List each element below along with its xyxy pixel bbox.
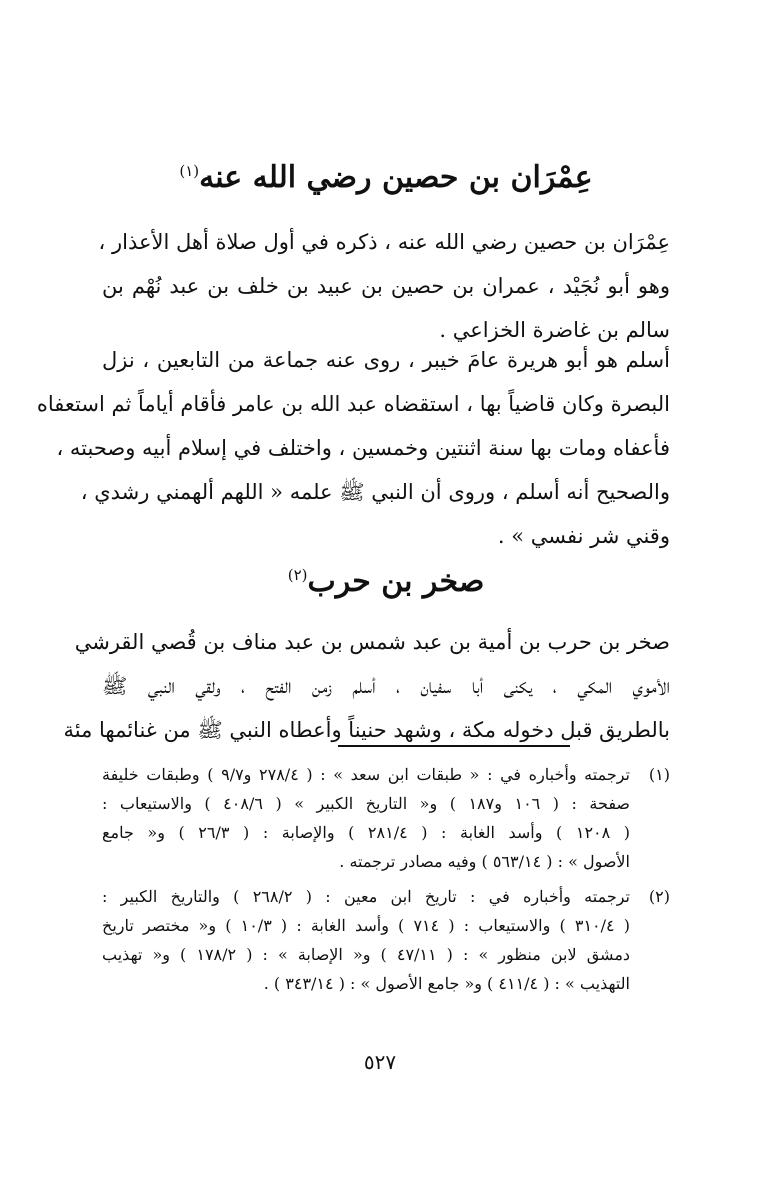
section-heading-text: عِمْرَان بن حصين رضي الله عنه bbox=[199, 160, 593, 195]
footnote-reference: (١) bbox=[179, 162, 200, 180]
footnote-line: دمشق لابن منظور » : ( ٤٧/١١ ) و« الإصابة » : ( ١٧٨/٢ ) و« تهذيب bbox=[102, 945, 631, 964]
footnote-number: (١) bbox=[648, 765, 670, 784]
text-line: الأموي المكي ، يكنى أبا سفيان ، أسلم زمن الفتح ، ولقي النبي ﷺ bbox=[102, 674, 670, 698]
section-heading-text: صخر بن حرب bbox=[307, 564, 485, 599]
text-line: فأعفاه ومات بها سنة اثنتين وخمسين ، واختلف في إسلام أبيه وصحبته ، bbox=[56, 436, 670, 460]
footnote-line: ترجمته وأخباره في : « طبقات ابن سعد » : ( ٢٧٨/٤ و٩/٧ ) وطبقات خليفة bbox=[102, 765, 630, 784]
footnote-number: (٢) bbox=[648, 887, 670, 906]
text-line: سالم بن غاضرة الخزاعي . bbox=[439, 318, 670, 342]
footnote-line: ترجمته وأخباره في : تاريخ ابن معين : ( ٢٦٨/٢ ) والتاريخ الكبير : bbox=[102, 887, 631, 906]
text-line: عِمْرَان بن حصين رضي الله عنه ، ذكره في أول صلاة أهل الأعذار ، bbox=[98, 230, 670, 254]
text-line: أسلم هو أبو هريرة عامَ خيبر ، روى عنه جماعة من التابعين ، نزل bbox=[102, 348, 670, 372]
footnote-line: ( ٣١٠/٤ ) والاستيعاب : ( ٧١٤ ) وأسد الغابة : ( ١٠/٣ ) و« مختصر تاريخ bbox=[102, 916, 631, 935]
footnote-line: صفحة : ( ١٠٦ و١٨٧ ) و« التاريخ الكبير » ( ٤٠٨/٦ ) والاستيعاب : bbox=[102, 794, 630, 813]
page-number: ٥٢٧ bbox=[363, 1050, 397, 1074]
paragraph-imran-bio bbox=[36, 338, 670, 558]
footnotes bbox=[102, 760, 670, 1004]
text-line: والصحيح أنه أسلم ، وروى أن النبي ﷺ علمه « اللهم ألهمني رشدي ، bbox=[80, 480, 670, 504]
footnote-2 bbox=[102, 882, 670, 998]
footnote-reference: (٢) bbox=[287, 566, 308, 584]
text-line: صخر بن حرب بن أمية بن عبد شمس بن عبد مناف بن قُصي القرشي bbox=[74, 630, 670, 654]
text-line: وقني شر نفسي » . bbox=[497, 524, 670, 548]
section-heading-sakhr bbox=[102, 562, 670, 602]
footnote-line: التهذيب » : ( ٤١١/٤ ) و« جامع الأصول » : ( ٣٤٣/١٤ ) . bbox=[263, 974, 630, 993]
footnote-line: ( ١٢٠٨ ) وأسد الغابة : ( ٢٨١/٤ ) والإصابة : ( ٢٦/٣ ) و« جامع bbox=[102, 823, 631, 842]
paragraph-imran-intro bbox=[98, 220, 670, 352]
section-heading-imran bbox=[102, 158, 670, 198]
paragraph-sakhr-bio bbox=[63, 620, 670, 752]
text-line: بالطريق قبل دخوله مكة ، وشهد حنيناً وأعطاه النبي ﷺ من غنائمها مئة bbox=[63, 718, 670, 742]
footnote-line: الأصول » : ( ٥٦٣/١٤ ) وفيه مصادر ترجمته . bbox=[339, 852, 630, 871]
text-line: وهو أبو نُجَيْد ، عمران بن حصين بن عبيد بن خلف بن عبد نُهْم بن bbox=[102, 274, 670, 298]
footnote-divider bbox=[338, 745, 570, 747]
footnote-1 bbox=[102, 760, 670, 876]
text-line: البصرة وكان قاضياً بها ، استقضاه عبد الله بن عامر فأقام أياماً ثم استعفاه bbox=[36, 392, 670, 416]
